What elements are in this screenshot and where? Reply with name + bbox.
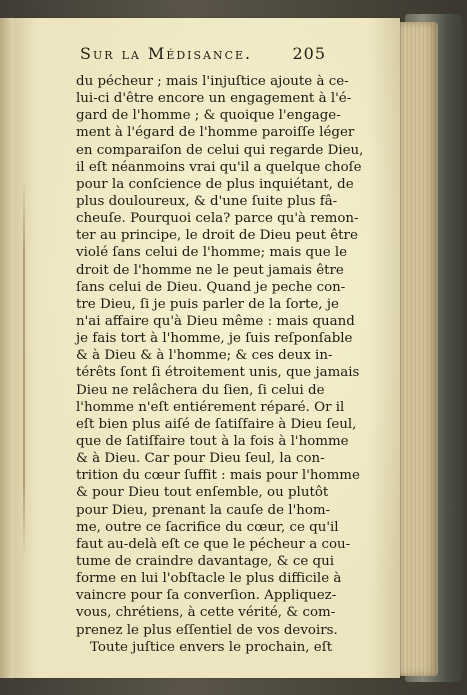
- text-line: pour Dieu, prenant la cauſe de l'hom-: [76, 502, 331, 518]
- page-number: 205: [292, 44, 326, 63]
- text-line: trition du cœur ſuffit : mais pour l'homme: [76, 468, 360, 484]
- text-line: plus douloureux, & d'une ſuite plus fâ-: [76, 193, 338, 209]
- text-line: je fais tort à l'homme, je ſuis reſponſable: [76, 331, 353, 347]
- text-line: ter au principe, le droit de Dieu peut être: [76, 228, 358, 244]
- text-line: lui-ci d'être encore un engagement à l'é-: [76, 91, 352, 107]
- text-line: tume de craindre davantage, & ce qui: [76, 553, 335, 569]
- text-line: & à Dieu. Car pour Dieu ſeul, la con-: [76, 451, 325, 467]
- text-line: en comparaiſon de celui qui regarde Dieu,: [76, 142, 364, 158]
- text-line: cheuſe. Pourquoi cela? parce qu'à remon-: [76, 211, 359, 227]
- text-line: ment à l'égard de l'homme paroiſſe léger: [76, 125, 355, 141]
- text-line: n'ai affaire qu'à Dieu même : mais quand: [76, 313, 355, 329]
- text-line: du pécheur ; mais l'injuſtice ajoute à ce-: [76, 74, 349, 89]
- body-text: [76, 73, 364, 656]
- text-line: prenez le plus eſſentiel de vos devoirs.: [76, 622, 338, 638]
- text-line: eſt bien plus aiſé de ſatiſfaire à Dieu ſeul,: [76, 416, 357, 432]
- text-line: me, outre ce ſacrifice du cœur, ce qu'il: [76, 519, 339, 535]
- text-line: violé ſans celui de l'homme; mais que le: [76, 245, 348, 261]
- text-line: Dieu ne relâchera du ſien, ſi celui de: [76, 382, 325, 398]
- text-line: & pour Dieu tout enſemble, ou plutôt: [76, 485, 329, 501]
- text-line: tre Dieu, ſi je puis parler de la ſorte, je: [76, 296, 339, 312]
- text-line: & à Dieu & à l'homme; & ces deux in-: [76, 348, 333, 364]
- text-line: que de ſatiſfaire tout à la fois à l'homme: [76, 433, 349, 449]
- text-line: droit de l'homme ne le peut jamais être: [76, 262, 344, 278]
- text-line: vaincre pour ſa converſion. Appliquez-: [76, 588, 337, 604]
- text-line: ſans celui de Dieu. Quand je peche con-: [76, 279, 346, 295]
- running-title: Sur la Médisance.: [80, 44, 253, 63]
- text-line: faut au-delà eſt ce que le pécheur a cou-: [76, 536, 351, 552]
- text-line: forme en lui l'obſtacle le plus difficile à: [76, 571, 342, 587]
- text-line: vous, chrétiens, à cette vérité, & com-: [76, 605, 336, 621]
- gutter-shadow: [23, 178, 25, 558]
- running-head: [80, 40, 326, 68]
- text-line: il eſt néanmoins vrai qu'il a quelque choſe: [76, 159, 362, 175]
- text-line: térêts ſont ſi étroitement unis, que jamais: [76, 365, 360, 381]
- text-line: pour la conſcience de plus inquiétant, de: [76, 176, 354, 192]
- text-line: l'homme n'eſt entiérement réparé. Or il: [76, 399, 345, 415]
- text-line: Toute juſtice envers le prochain, eſt: [90, 639, 333, 655]
- text-line: gard de l'homme ; & quoique l'engage-: [76, 108, 341, 124]
- page-edges: [396, 22, 438, 676]
